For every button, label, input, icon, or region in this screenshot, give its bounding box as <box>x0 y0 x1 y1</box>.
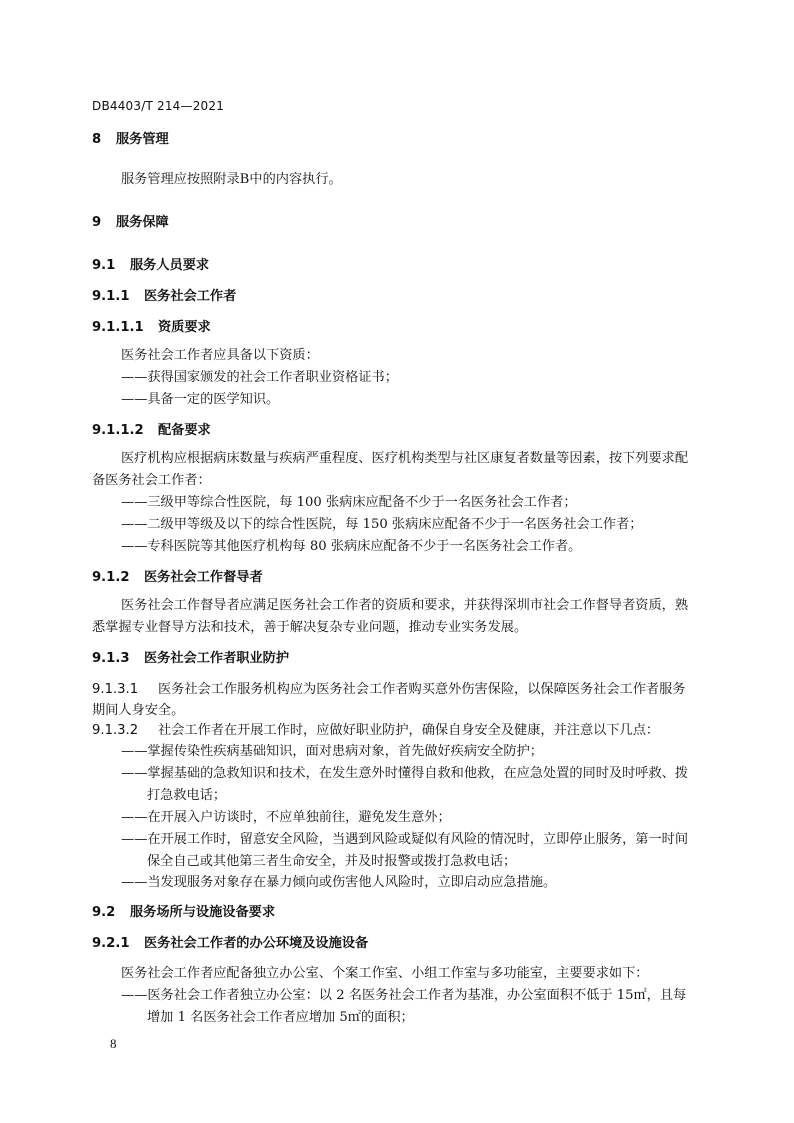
section-number: 9.1.1.2 <box>92 423 144 438</box>
list-item: ——掌握传染性疾病基础知识，面对患病对象，首先做好疾病安全防护； <box>121 744 543 759</box>
paragraph-continuation: 悉掌握专业督导方法和技术，善于解决复杂专业问题，推动专业实务发展。 <box>92 620 528 635</box>
clause-number: 9.1.3.1 <box>92 682 139 697</box>
list-item: ——掌握基础的急救知识和技术，在发生意外时懂得自救和他救，在应急处置的同时及时呼救、拨 <box>121 766 689 781</box>
section-title: 医务社会工作督导者 <box>144 570 263 585</box>
section-9-1-heading <box>92 256 209 276</box>
paragraph: 医疗机构应根据病床数量与疾病严重程度、医疗机构类型与社区康复者数量等因素，按下列要求配 <box>121 451 689 466</box>
list-item: ——获得国家颁发的社会工作者职业资格证书； <box>121 370 398 385</box>
list-item: ——在开展工作时，留意安全风险，当遇到风险或疑似有风险的情况时，立即停止服务，第一时间 <box>121 832 689 847</box>
section-number: 9.1.2 <box>92 570 130 585</box>
paragraph-continuation: 期间人身安全。 <box>92 703 185 718</box>
list-item-continuation: 保全自己或其他第三者生命安全，并及时报警或拨打急救电话； <box>147 854 517 869</box>
clause-9-1-3-1 <box>92 680 686 700</box>
section-number: 9.2 <box>92 905 116 920</box>
paragraph: 医务社会工作督导者应满足医务社会工作者的资质和要求，并获得深圳市社会工作督导者资质，熟 <box>121 598 689 613</box>
list-item-continuation: 打急救电话； <box>147 788 227 803</box>
section-8-heading <box>92 130 169 150</box>
section-number: 9 <box>92 215 102 230</box>
list-item: ——当发现服务对象存在暴力倾向或伤害他人风险时，立即启动应急措施。 <box>121 875 557 890</box>
paragraph: 医务社会工作者应具备以下资质： <box>121 348 319 363</box>
section-number: 9.2.1 <box>92 936 130 951</box>
section-title: 服务场所与设施设备要求 <box>130 905 276 920</box>
section-number: 9.1.3 <box>92 651 130 666</box>
section-number: 9.1 <box>92 258 116 273</box>
section-9-heading <box>92 213 169 233</box>
list-item: ——医务社会工作者独立办公室：以 2 名医务社会工作者为基准，办公室面积不低于 15㎡，且每 <box>121 988 687 1003</box>
list-item: ——在开展入户访谈时，不应单独前往，避免发生意外； <box>121 810 451 825</box>
section-number: 9.1.1 <box>92 289 130 304</box>
section-title: 配备要求 <box>158 423 211 438</box>
list-item: ——二级甲等级及以下的综合性医院，每 150 张病床应配备不少于一名医务社会工作者； <box>121 517 643 532</box>
section-number: 8 <box>92 132 102 147</box>
section-9-1-1-2-heading <box>92 421 211 441</box>
section-9-1-1-1-heading <box>92 318 211 338</box>
list-item: ——专科医院等其他医疗机构每 80 张病床应配备不少于一名医务社会工作者。 <box>121 539 582 554</box>
list-item: ——具备一定的医学知识。 <box>121 392 280 407</box>
section-title: 医务社会工作者职业防护 <box>144 651 290 666</box>
section-title: 医务社会工作者的办公环境及设施设备 <box>144 936 369 951</box>
paragraph: 服务管理应按照附录B中的内容执行。 <box>121 172 342 187</box>
clause-text: 医务社会工作服务机构应为医务社会工作者购买意外伤害保险，以保障医务社会工作者服务 <box>158 682 686 697</box>
section-9-1-3-heading <box>92 649 289 669</box>
paragraph-continuation: 备医务社会工作者： <box>92 473 211 488</box>
page-number: 8 <box>110 1036 117 1051</box>
section-title: 服务保障 <box>116 215 169 230</box>
section-9-1-1-heading <box>92 287 236 307</box>
section-title: 资质要求 <box>158 320 211 335</box>
document-code: DB4403/T 214—2021 <box>92 99 225 113</box>
section-title: 服务人员要求 <box>130 258 210 273</box>
section-title: 医务社会工作者 <box>144 289 237 304</box>
paragraph: 医务社会工作者应配备独立办公室、个案工作室、小组工作室与多功能室，主要要求如下： <box>121 966 649 981</box>
section-9-2-heading <box>92 903 275 923</box>
clause-number: 9.1.3.2 <box>92 723 139 738</box>
list-item: ——三级甲等综合性医院，每 100 张病床应配备不少于一名医务社会工作者； <box>121 495 577 510</box>
clause-text: 社会工作者在开展工作时，应做好职业防护，确保自身安全及健康，并注意以下几点： <box>158 723 660 738</box>
section-title: 服务管理 <box>116 132 169 147</box>
list-item-continuation: 增加 1 名医务社会工作者应增加 5㎡的面积； <box>147 1010 414 1025</box>
clause-9-1-3-2 <box>92 721 659 741</box>
section-9-1-2-heading <box>92 568 263 588</box>
section-number: 9.1.1.1 <box>92 320 144 335</box>
section-9-2-1-heading <box>92 934 368 954</box>
